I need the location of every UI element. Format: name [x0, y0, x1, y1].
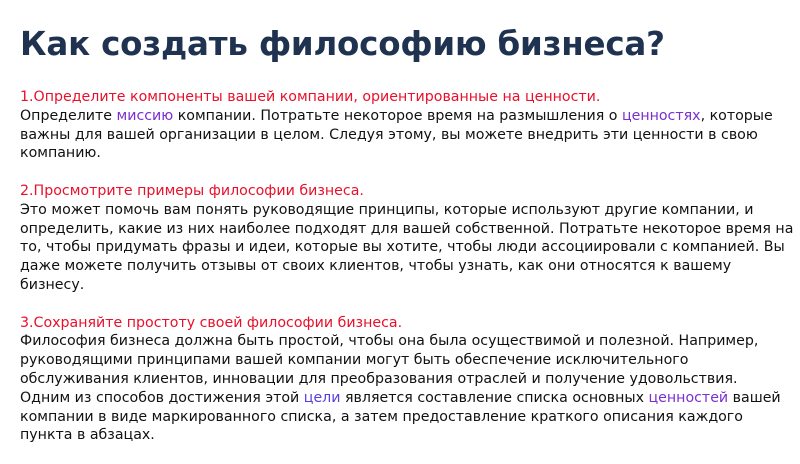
- text-fragment: компании. Потратьте некоторое время на размышления о: [173, 107, 622, 124]
- link-mission[interactable]: миссию: [116, 107, 174, 124]
- text-fragment: Определите: [20, 107, 117, 124]
- text-fragment: является составление списка основных: [340, 389, 649, 406]
- section-paragraph: Философия бизнеса должна быть простой, чтобы она была осуществимой и полезной. Например, руководящими принципами вашей компании могут быть обеспечение исключительного обслуживания клиентов, инновации для преобразования отраслей и получение удовольствия.: [20, 333, 759, 387]
- text-fragment: Одним из способов достижения этой: [20, 389, 304, 406]
- section-heading: 3.Сохраняйте простоту своей философии бизнеса.: [20, 314, 403, 331]
- slide: [20, 0, 795, 464]
- text-fragment: , которые важны для вашей организации в целом. Следуя этому, вы можете внедрить эти ценности в свою компанию.: [20, 107, 773, 162]
- section-paragraph: [20, 107, 795, 163]
- section-3: [20, 314, 795, 446]
- link-goal[interactable]: цели: [303, 389, 341, 406]
- section-paragraph: Это может помочь вам понять руководящие принципы, которые используют другие компании, и определить, какие из них наиболее подходят для вашей собственной. Потратьте некоторое время на то, чтобы придумать фразы и идеи, которые вы хотите, чтобы люди ассоциировали с компанией. Вы даже можете получить отзывы от своих клиентов, чтобы узнать, как они относятся к вашему бизнесу.: [20, 201, 794, 293]
- link-values[interactable]: ценностей: [648, 389, 729, 406]
- link-values[interactable]: ценностях: [621, 107, 701, 124]
- section-heading: 1.Определите компоненты вашей компании, ориентированные на ценности.: [20, 89, 601, 105]
- content: [20, 88, 795, 445]
- section-1: [20, 88, 795, 163]
- page-title: Как создать философию бизнеса?: [20, 25, 665, 63]
- section-paragraph: [20, 389, 795, 445]
- section-2: [20, 182, 795, 295]
- section-heading: 2.Просмотрите примеры философии бизнеса.: [20, 182, 364, 199]
- text-fragment: вашей компании в виде маркированного списка, а затем предоставление краткого описания каждого пункта в абзацах.: [20, 389, 781, 444]
